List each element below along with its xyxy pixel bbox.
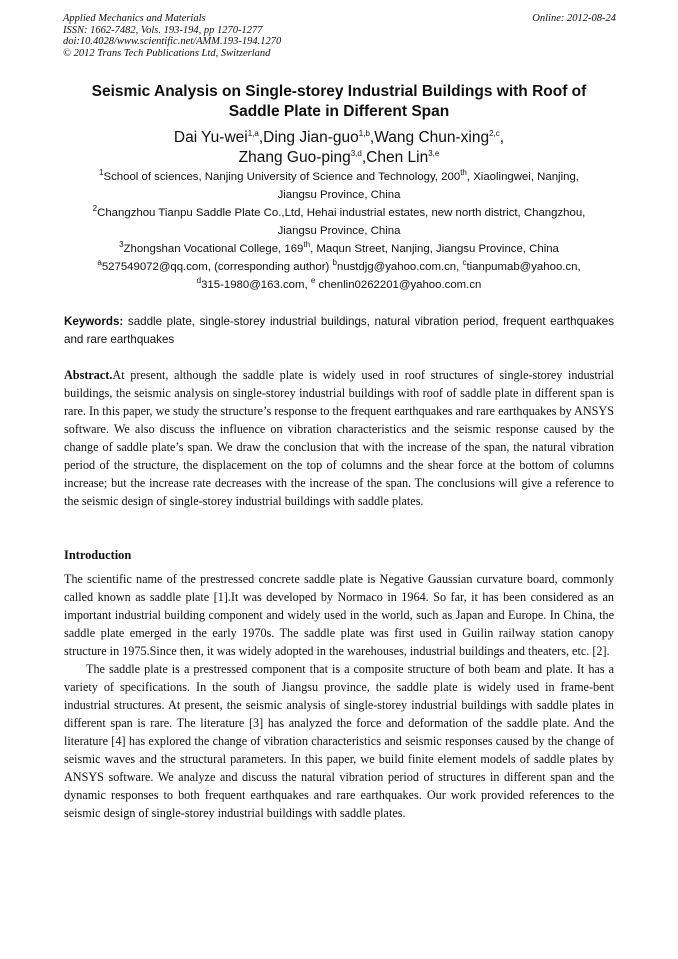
journal-name: Applied Mechanics and Materials: [63, 13, 206, 24]
email-address: chenlin0262201@yahoo.com.cn: [318, 279, 482, 291]
email-address: nustdjg@yahoo.com.cn,: [336, 261, 460, 273]
author-sup: 2,c: [489, 128, 500, 138]
authors-line-2: Zhang Guo-ping$^{3,d}$,Chen Lin$^{3,e}$: [238, 148, 440, 166]
abstract-block: [64, 366, 614, 510]
keywords-block: [64, 313, 614, 349]
affiliation-text: , Xiaolingwei, Nanjing,: [466, 171, 579, 183]
abstract-text: At present, although the saddle plate is widely used in roof structures of single-storey industrial buildings, the seismic analysis on single-storey industrial buildings with roof of saddle plate in different span is rare. In this paper, we study the structure’s response to the frequent earthquakes and rare earthquakes by ANSYS software. We also discuss the influence on vibration characteristics and the seismic response caused by the change of saddle plate’s span. We draw the conclusion that with the increase of the span, the natural vibration period of the structure, the displacement on the top of columns and the shear force at the bottom of columns increase; but the increase rate decreases with the increase of the span. The conclusions will give a reference to the seismic design of single-storey industrial buildings with saddle plates.: [64, 368, 614, 508]
author-sup: 3,e: [428, 148, 440, 158]
online-date: Online: 2012-08-24: [532, 13, 616, 24]
author-name: Wang Chun-xing: [374, 129, 490, 146]
affiliation-sup: 3: [119, 240, 124, 250]
keywords-text: saddle plate, single-storey industrial buildings, natural vibration period, frequent earthquakes and rare earthquakes: [64, 315, 614, 346]
email-sup: b: [332, 258, 337, 268]
copyright-line: © 2012 Trans Tech Publications Ltd, Switzerland: [63, 47, 271, 59]
issn-line: ISSN: 1662-7482, Vols. 193-194, pp 1270-1277: [63, 24, 263, 36]
paper-title: [64, 82, 614, 122]
author-sup: 3,d: [350, 148, 362, 158]
email-line-2: [64, 276, 614, 294]
author-sup: 1,b: [358, 128, 370, 138]
affiliation-sup: 2: [92, 204, 98, 214]
affiliation-text: Zhongshan Vocational College, 169: [123, 243, 304, 255]
paragraph: The scientific name of the prestressed concrete saddle plate is Negative Gaussian curvature board, commonly called known as saddle plate [1].It was developed by Normaco in 1964. So far, it has been considered as an important industrial building component and widely used in the world, such as Japan and Europe. In China, the saddle plate emerged in the early 1970s. The saddle plate was first used in Guilin railway station canopy structure in 1975.Since then, it was widely adopted in the warehouses, industrial buildings and theaters, etc. [2].: [64, 572, 614, 658]
paragraph: The saddle plate is a prestressed component that is a composite structure of both beam and plate. It has a variety of specifications. In the south of Jiangsu province, the saddle plate is widely used in frame-bent industrial structures. At present, the seismic analysis of single-storey industrial buildings with saddle plates in different span is rare. The literature [3] has analyzed the force and deformation of the saddle plate. And the literature [4] has explored the change of vibration characteristics and seismic responses caused by the change of seismic waves and the structural parameters. In this paper, we build finite element models of saddle plates by ANSYS software. We analyze and discuss the natural vibration period of structures in different span and the dynamic responses to both frequent earthquakes and rare earthquakes. Our work provided references to the seismic design of single-storey industrial buildings with saddle plates.: [64, 662, 614, 820]
email-address: 527549072@qq.com, (corresponding author): [101, 261, 330, 273]
author-name: Dai Yu-wei: [173, 129, 248, 146]
author-name: Ding Jian-guo: [263, 129, 359, 146]
affiliation-2: [64, 204, 614, 222]
author-name: Chen Lin: [366, 149, 429, 166]
affiliation-text: , Maqun Street, Nanjing, Jiangsu Province, China: [310, 243, 559, 255]
ordinal-sup: th: [303, 240, 311, 250]
email-address: tianpumab@yahoo.cn,: [466, 261, 581, 273]
email-sup: c: [462, 258, 467, 268]
affiliation-sup: 1: [99, 168, 104, 178]
affiliations: [64, 168, 614, 294]
journal-header: [63, 13, 616, 59]
email-sup: e: [310, 276, 316, 286]
affiliation-1: [64, 168, 614, 186]
doi-line: doi:10.4028/www.scientific.net/AMM.193-194.1270: [63, 36, 282, 48]
author-sup: 1,a: [247, 128, 259, 138]
affiliation-text: Changzhou Tianpu Saddle Plate Co.,Ltd, Hehai industrial estates, new north district, Changzhou,: [97, 207, 586, 219]
affiliation-text: School of sciences, Nanjing University of Science and Technology, 200: [103, 171, 461, 183]
author-list: [64, 128, 614, 168]
authors-line-1: Dai Yu-wei$^{1,a}$,Ding Jian-guo$^{1,b}$,Wang Chun-xing$^{2,c}$,: [173, 128, 505, 146]
introduction-body: [64, 570, 614, 822]
affiliation-1-line-2: Jiangsu Province, China: [277, 189, 401, 201]
email-line-1: [64, 258, 614, 276]
keywords-label: Keywords:: [64, 315, 124, 328]
email-sup: d: [196, 276, 202, 286]
author-name: Zhang Guo-ping: [238, 149, 351, 166]
introduction-heading: Introduction: [64, 548, 132, 562]
abstract-label: Abstract.: [64, 368, 113, 382]
email-sup: a: [97, 258, 102, 268]
title-line-1: Seismic Analysis on Single-storey Industrial Buildings with Roof of: [91, 83, 587, 100]
ordinal-sup: th: [460, 168, 467, 178]
affiliation-2-line-2: Jiangsu Province, China: [277, 225, 401, 237]
title-line-2: Saddle Plate in Different Span: [228, 103, 450, 120]
email-address: 315-1980@163.com,: [201, 279, 308, 291]
affiliation-3: [64, 240, 614, 258]
